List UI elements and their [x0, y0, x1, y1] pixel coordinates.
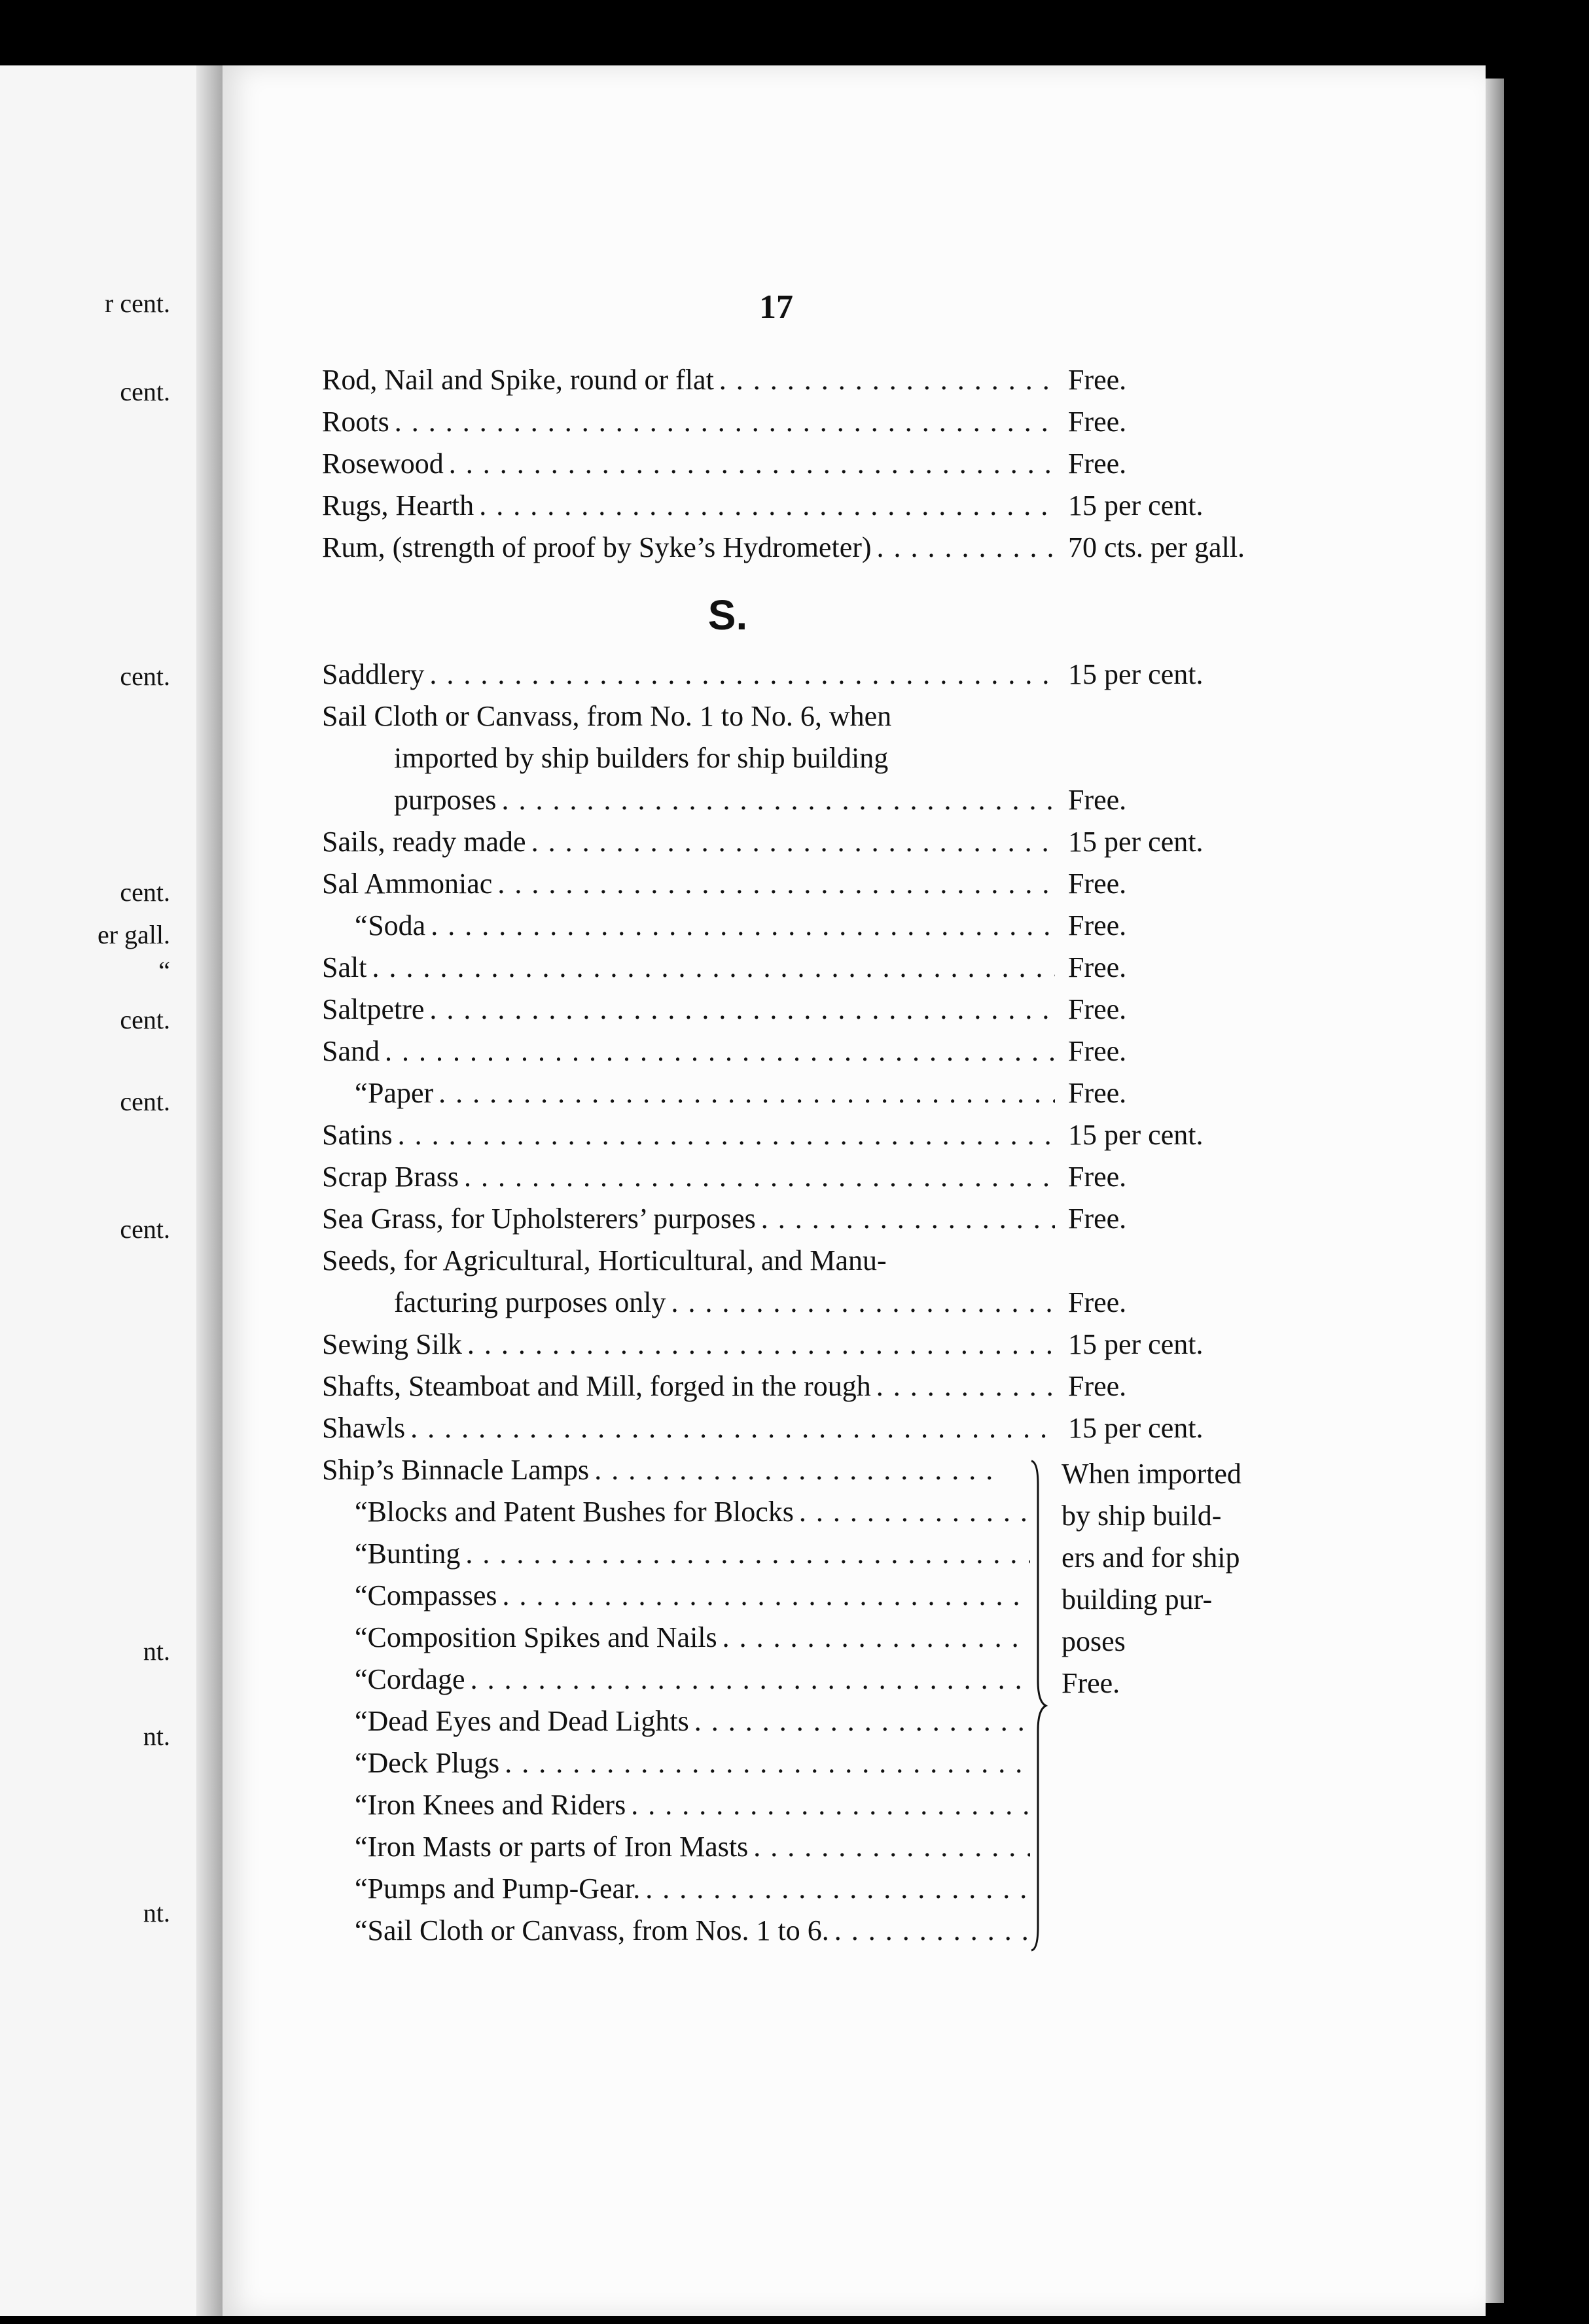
tariff-entries [322, 363, 1304, 1956]
ditto-mark: “ [355, 1705, 368, 1737]
leader-dots [501, 783, 1055, 817]
item-label: Sea Grass, for Upholsterers’ purposes [322, 1203, 756, 1235]
ships-item-row [322, 1453, 1003, 1495]
leader-dots [671, 1286, 1055, 1319]
tariff-row [322, 909, 1304, 951]
item-label: Blocks and Patent Bushes for Blocks [367, 1496, 794, 1528]
ships-items-duty-note [1062, 1453, 1310, 1704]
leader-dots [479, 489, 1055, 522]
duty-value: 15 per cent. [1068, 1119, 1204, 1151]
tariff-row [322, 1202, 1304, 1244]
item-label: Iron Masts or parts of Iron Masts [367, 1831, 749, 1863]
duty-value: Free. [1068, 1370, 1127, 1402]
duty-value: Free. [1068, 993, 1127, 1025]
item-label: Shafts, Steamboat and Mill, forged in the rough [322, 1370, 871, 1402]
page-17 [223, 65, 1486, 2316]
facing-page-fragment: nt. [143, 1898, 170, 1928]
item-label: purposes [394, 784, 497, 816]
duty-value: Free. [1068, 951, 1127, 983]
leader-dots [631, 1788, 1030, 1822]
item-label: Saltpetre [322, 993, 425, 1025]
duty-value: Free. [1068, 1077, 1127, 1109]
ships-item-row [322, 1621, 1035, 1663]
leader-dots [719, 363, 1055, 396]
bracket-icon [1029, 1458, 1048, 1952]
tariff-row [322, 825, 1304, 867]
facing-page-fragment: er gall. [97, 920, 170, 949]
ships-item-row [322, 1663, 1035, 1704]
item-label: Cordage [367, 1663, 465, 1695]
facing-page-fragment: cent. [120, 1087, 170, 1116]
facing-page-fragment: cent. [120, 661, 170, 691]
item-label: Paper [367, 1077, 434, 1109]
page-edge [1486, 79, 1504, 2303]
ditto-mark: “ [355, 1579, 368, 1611]
ships-item-row [322, 1788, 1035, 1830]
item-label: facturing purposes only [394, 1286, 666, 1318]
tariff-row [322, 783, 1304, 825]
item-label: Compasses [367, 1579, 497, 1611]
item-label: Bunting [367, 1538, 461, 1570]
leader-dots [429, 993, 1055, 1026]
ditto-mark: “ [355, 1538, 368, 1570]
item-label: Iron Knees and Riders [367, 1789, 626, 1821]
leader-dots [876, 1369, 1055, 1403]
item-label: Sail Cloth or Canvass, from No. 1 to No. 6, when [322, 700, 892, 732]
duty-value: 15 per cent. [1068, 1412, 1204, 1444]
ditto-mark: “ [355, 1077, 368, 1109]
duty-value: 70 cts. per gall. [1068, 531, 1245, 563]
item-label: Roots [322, 406, 389, 438]
item-label: Satins [322, 1119, 393, 1151]
leader-dots [395, 405, 1055, 438]
leader-dots [877, 531, 1055, 564]
tariff-row [322, 447, 1304, 489]
leader-dots [761, 1202, 1055, 1235]
item-label: Soda [368, 909, 426, 942]
leader-dots [438, 1076, 1055, 1110]
note-line: building pur- [1062, 1583, 1213, 1615]
ships-item-row [322, 1746, 1035, 1788]
leader-dots [464, 1160, 1055, 1193]
ditto-mark: “ [355, 1914, 368, 1946]
leader-dots [372, 951, 1055, 984]
tariff-row [322, 1118, 1304, 1160]
duty-value: Free. [1068, 784, 1127, 816]
leader-dots [503, 1579, 1030, 1612]
ships-items-group [322, 1453, 1304, 1956]
facing-page-fragment: r cent. [105, 289, 170, 318]
item-label: Rugs, Hearth [322, 489, 474, 521]
leader-dots [429, 658, 1055, 691]
leader-dots [410, 1411, 1055, 1445]
tariff-row [322, 1369, 1304, 1411]
tariff-row [322, 1328, 1304, 1369]
section-s-rows [322, 658, 1304, 1453]
item-label: Rum, (strength of proof by Syke’s Hydrometer) [322, 531, 872, 563]
facing-page-left [0, 65, 223, 2316]
tariff-row [322, 363, 1304, 405]
page-number: 17 [759, 289, 793, 326]
duty-value: 15 per cent. [1068, 1328, 1204, 1360]
duty-value: Free. [1068, 1161, 1127, 1193]
item-label: Deck Plugs [367, 1747, 500, 1779]
ditto-mark: “ [355, 1789, 368, 1821]
item-label: Sail Cloth or Canvass, from Nos. 1 to 6. [367, 1914, 829, 1946]
section-r-rows [322, 363, 1304, 572]
tariff-row [322, 1286, 1304, 1328]
leader-dots [753, 1830, 1030, 1863]
ditto-mark: “ [355, 1747, 368, 1779]
leader-dots [385, 1034, 1055, 1068]
tariff-row [322, 741, 1304, 783]
leader-dots [799, 1495, 1030, 1528]
tariff-row [322, 951, 1304, 993]
leader-dots [465, 1537, 1030, 1570]
item-label: imported by ship builders for ship building [394, 742, 889, 774]
tariff-row [322, 531, 1304, 572]
duty-value: Free. [1068, 1286, 1127, 1318]
tariff-row [322, 1411, 1304, 1453]
facing-page-fragment: nt. [143, 1721, 170, 1751]
tariff-row [322, 1244, 1304, 1286]
facing-page-fragment: nt. [143, 1636, 170, 1666]
duty-value: Free. [1068, 448, 1127, 480]
leader-dots [594, 1453, 997, 1487]
tariff-row [322, 993, 1304, 1034]
tariff-row [322, 699, 1304, 741]
ships-item-row [322, 1537, 1035, 1579]
item-label: Rosewood [322, 448, 444, 480]
tariff-row [322, 867, 1304, 909]
ships-item-row [322, 1495, 1035, 1537]
facing-page-fragment: “ [158, 956, 170, 985]
leader-dots [497, 867, 1055, 900]
duty-value: Free. [1068, 1203, 1127, 1235]
item-label: Salt [322, 951, 367, 983]
item-label: Rod, Nail and Spike, round or flat [322, 364, 714, 396]
ships-item-row [322, 1579, 1035, 1621]
duty-value: 15 per cent. [1068, 489, 1204, 521]
leader-dots [694, 1704, 1030, 1738]
duty-value: Free. [1068, 406, 1127, 438]
note-line: poses [1062, 1625, 1126, 1657]
tariff-row [322, 1160, 1304, 1202]
ditto-mark: “ [355, 1663, 368, 1695]
leader-dots [398, 1118, 1055, 1152]
item-label: Sewing Silk [322, 1328, 462, 1360]
tariff-row [322, 1076, 1304, 1118]
ships-item-row [322, 1830, 1035, 1872]
leader-dots [505, 1746, 1030, 1780]
facing-page-fragment: cent. [120, 877, 170, 907]
duty-value: Free. [1068, 909, 1127, 942]
leader-dots [723, 1621, 1030, 1654]
ships-item-row [322, 1872, 1035, 1914]
item-label: Saddlery [322, 658, 425, 690]
item-label: Sal Ammoniac [322, 868, 493, 900]
duty-value: Free. [1068, 1035, 1127, 1067]
leader-dots [531, 825, 1055, 858]
section-heading-s: S. [707, 591, 748, 639]
duty-value: 15 per cent. [1068, 658, 1204, 690]
ditto-mark: “ [355, 909, 368, 942]
leader-dots [467, 1328, 1055, 1361]
leader-dots [471, 1663, 1030, 1696]
item-label: Scrap Brass [322, 1161, 459, 1193]
duty-value: Free. [1068, 364, 1127, 396]
item-label: Composition Spikes and Nails [367, 1621, 717, 1653]
tariff-row [322, 1034, 1304, 1076]
facing-page-fragment: cent. [120, 1214, 170, 1244]
ships-item-row [322, 1914, 1035, 1956]
facing-page-fragment: cent. [120, 377, 170, 406]
tariff-row [322, 405, 1304, 447]
item-label: Shawls [322, 1412, 406, 1444]
facing-page-fragment: cent. [120, 1005, 170, 1034]
note-line: When imported [1062, 1458, 1241, 1490]
ditto-mark: “ [355, 1873, 368, 1905]
leader-dots [645, 1872, 1030, 1905]
tariff-row [322, 489, 1304, 531]
tariff-row [322, 658, 1304, 699]
item-label: Sails, ready made [322, 826, 526, 858]
gutter-shadow [196, 65, 223, 2316]
item-label: Dead Eyes and Dead Lights [367, 1705, 689, 1737]
item-label: Seeds, for Agricultural, Horticultural, and Manu- [322, 1244, 887, 1276]
duty-value: 15 per cent. [1068, 826, 1204, 858]
item-label: Sand [322, 1035, 380, 1067]
leader-dots [834, 1914, 1030, 1947]
item-label: Pumps and Pump-Gear. [367, 1873, 641, 1905]
duty-value: Free. [1068, 868, 1127, 900]
leader-dots [449, 447, 1055, 480]
ditto-mark: “ [355, 1621, 368, 1653]
ditto-mark: “ [355, 1831, 368, 1863]
ditto-mark: “ [355, 1496, 368, 1528]
ships-item-row [322, 1704, 1035, 1746]
note-line: ers and for ship [1062, 1541, 1240, 1574]
leader-dots [431, 909, 1055, 942]
note-line: by ship build- [1062, 1500, 1222, 1532]
item-label: Ship’s Binnacle Lamps [322, 1454, 590, 1486]
note-line: Free. [1062, 1667, 1120, 1699]
